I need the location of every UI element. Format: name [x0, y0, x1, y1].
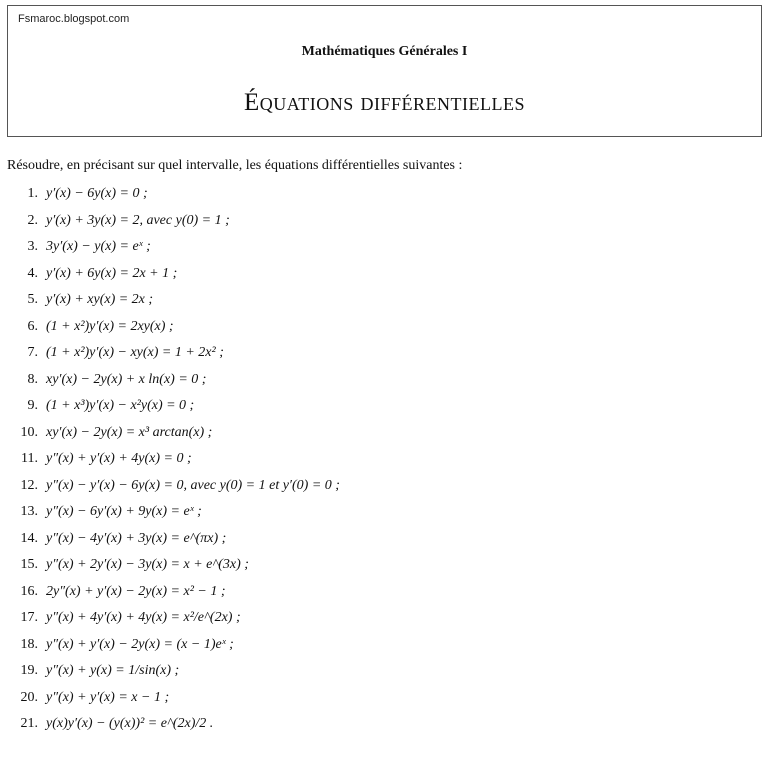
exercise-equation: y″(x) − 6y′(x) + 9y(x) = eˣ ;: [46, 504, 202, 519]
exercise-item: [0, 526, 340, 553]
exercise-equation: 2y″(x) + y′(x) − 2y(x) = x² − 1 ;: [46, 583, 226, 599]
exercise-item: [0, 579, 340, 606]
exercise-equation: y″(x) + y′(x) − 2y(x) = (x − 1)eˣ ;: [46, 636, 234, 652]
exercise-equation: y″(x) + y(x) = 1/sin(x) ;: [46, 663, 180, 678]
exercise-item: [0, 234, 340, 261]
instructions: Résoudre, en précisant sur quel intervalle, les équations différentielles suivantes :: [7, 158, 463, 173]
title-box: [7, 5, 762, 137]
exercise-equation: y′(x) + 6y(x) = 2x + 1 ;: [46, 265, 178, 281]
exercise-item: [0, 711, 340, 738]
exercise-number: 14.: [20, 530, 38, 546]
exercise-number: 17.: [20, 610, 38, 625]
exercise-equation: y″(x) + 4y′(x) + 4y(x) = x²/e^(2x) ;: [46, 610, 241, 625]
exercise-equation: y′(x) − 6y(x) = 0 ;: [46, 186, 148, 201]
exercise-number: 19.: [20, 663, 38, 678]
exercise-equation: xy′(x) − 2y(x) = x³ arctan(x) ;: [46, 424, 213, 440]
exercise-number: 18.: [20, 636, 38, 652]
exercise-item: [0, 340, 340, 367]
course-title: Mathématiques Générales I: [301, 44, 468, 59]
exercise-item: [0, 367, 340, 394]
exercise-number: 20.: [20, 689, 38, 705]
exercise-equation: y″(x) − y′(x) − 6y(x) = 0, avec y(0) = 1 et y′(0) = 0 ;: [46, 477, 340, 493]
exercise-equation: 3y′(x) − y(x) = eˣ ;: [46, 239, 151, 254]
exercise-number: 3.: [27, 239, 38, 254]
exercise-item: [0, 181, 340, 208]
exercise-number: 5.: [27, 292, 38, 307]
exercise-number: 15.: [20, 557, 38, 572]
exercise-number: 9.: [27, 398, 38, 413]
exercise-equation: y″(x) + 2y′(x) − 3y(x) = x + e^(3x) ;: [46, 557, 249, 572]
chapter-title: Équations différentielles: [243, 89, 525, 116]
exercise-number: 12.: [20, 477, 38, 493]
exercise-equation: y″(x) + y′(x) + 4y(x) = 0 ;: [46, 451, 192, 466]
exercise-item: [0, 658, 340, 685]
exercise-item: [0, 314, 340, 341]
exercise-item: [0, 552, 340, 579]
exercise-item: [0, 420, 340, 447]
exercise-number: 21.: [20, 716, 38, 731]
exercise-equation: xy′(x) − 2y(x) + x ln(x) = 0 ;: [46, 371, 207, 387]
exercise-number: 13.: [20, 504, 38, 519]
exercise-item: [0, 499, 340, 526]
exercise-item: [0, 261, 340, 288]
exercise-number: 11.: [21, 451, 38, 466]
exercise-equation: y′(x) + 3y(x) = 2, avec y(0) = 1 ;: [46, 212, 230, 228]
exercise-equation: (1 + x²)y′(x) − xy(x) = 1 + 2x² ;: [46, 345, 224, 360]
exercise-item: [0, 208, 340, 235]
exercise-number: 16.: [20, 583, 38, 599]
exercise-number: 4.: [27, 265, 38, 281]
exercise-number: 2.: [27, 212, 38, 228]
exercise-list: [0, 181, 340, 738]
exercise-item: [0, 287, 340, 314]
exercise-equation: y′(x) + xy(x) = 2x ;: [46, 292, 154, 307]
exercise-item: [0, 605, 340, 632]
exercise-equation: y″(x) − 4y′(x) + 3y(x) = e^(πx) ;: [46, 530, 227, 546]
exercise-item: [0, 685, 340, 712]
site-url: Fsmaroc.blogspot.com: [18, 13, 130, 25]
exercise-number: 1.: [27, 186, 38, 201]
exercise-number: 6.: [27, 318, 38, 334]
exercise-number: 7.: [27, 345, 38, 360]
exercise-item: [0, 632, 340, 659]
exercise-item: [0, 473, 340, 500]
exercise-item: [0, 446, 340, 473]
exercise-equation: y″(x) + y′(x) = x − 1 ;: [46, 689, 170, 705]
exercise-item: [0, 393, 340, 420]
exercise-equation: (1 + x²)y′(x) = 2xy(x) ;: [46, 318, 174, 334]
exercise-equation: (1 + x³)y′(x) − x²y(x) = 0 ;: [46, 398, 195, 413]
exercise-number: 8.: [27, 371, 38, 387]
exercise-equation: y(x)y′(x) − (y(x))² = e^(2x)/2 .: [46, 716, 214, 731]
exercise-number: 10.: [20, 424, 38, 440]
